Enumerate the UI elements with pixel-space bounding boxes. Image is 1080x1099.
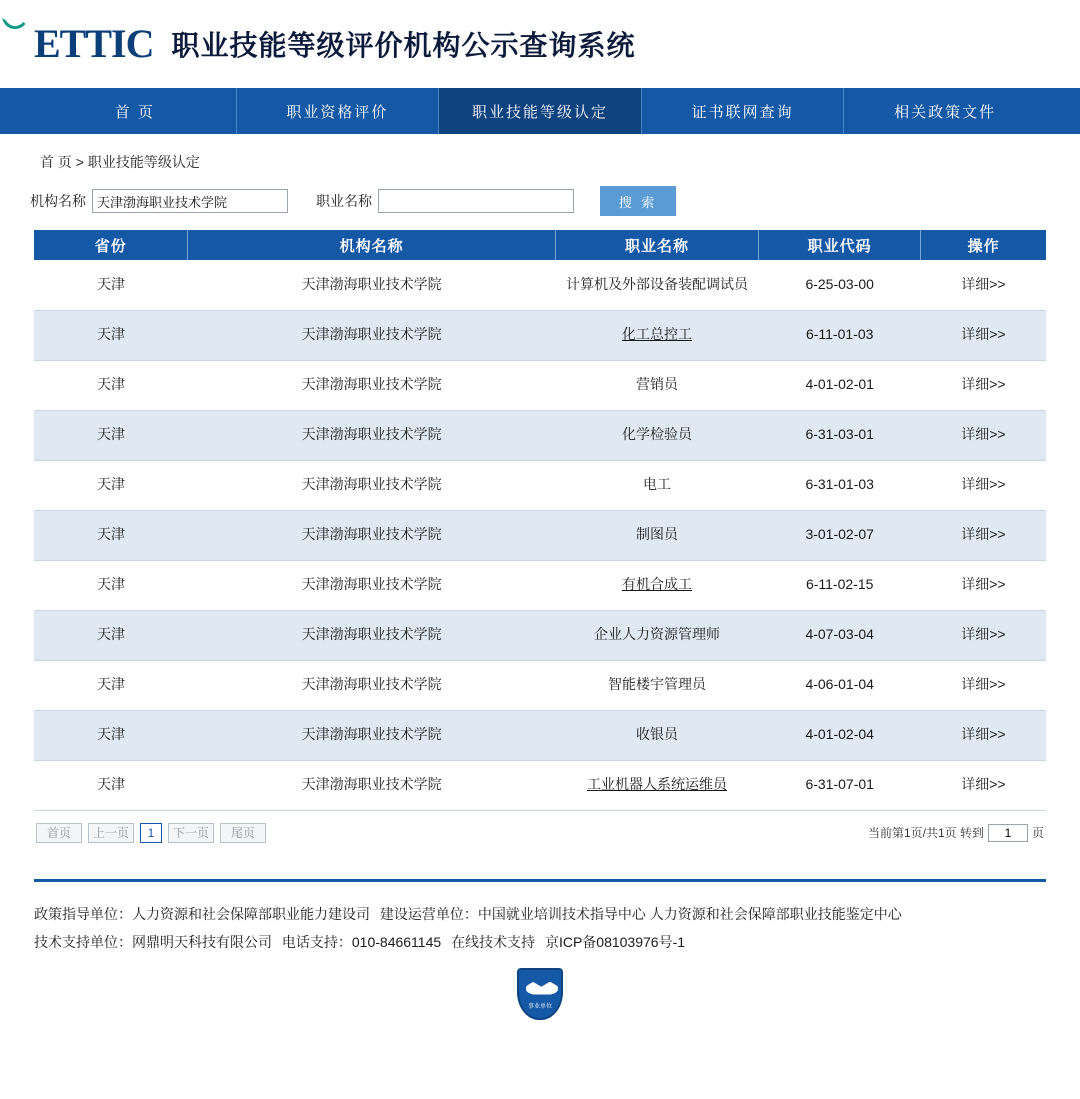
cell-province: 天津 <box>34 460 188 510</box>
pagination-status <box>868 824 1044 842</box>
cell-code: 6-25-03-00 <box>759 260 921 310</box>
table-row <box>34 260 1046 310</box>
footer-badge[interactable] <box>34 968 1046 1020</box>
footer-line-2 <box>34 928 1046 956</box>
main-navigation <box>0 88 1080 134</box>
table-body <box>34 260 1046 810</box>
pagination-status-text: 当前第1页/共1页 转到 <box>867 826 984 840</box>
table-header <box>34 230 1046 260</box>
cell-job: 智能楼宇管理员 <box>555 660 758 710</box>
footer-phone-support: 电话支持：010-84661145 <box>281 933 442 950</box>
nav-item-policy-documents[interactable]: 相关政策文件 <box>843 88 1046 134</box>
cell-province: 天津 <box>34 560 188 610</box>
site-logo <box>34 21 154 66</box>
footer-tech-unit: 技术支持单位：网鼎明天科技有限公司 <box>34 933 272 950</box>
cell-job: 营销员 <box>555 360 758 410</box>
table-row <box>34 660 1046 710</box>
column-header-province: 省份 <box>34 230 188 260</box>
detail-link[interactable]: 详细>> <box>961 476 1006 493</box>
table-row <box>34 610 1046 660</box>
footer-line-1 <box>34 900 1046 928</box>
logo-text: ETTIC <box>34 21 154 66</box>
cell-org: 天津渤海职业技术学院 <box>188 460 555 510</box>
pagination-last-button[interactable]: 尾页 <box>220 823 266 843</box>
job-name-label: 职业名称 <box>316 193 372 209</box>
column-header-action: 操作 <box>921 230 1046 260</box>
cell-province: 天津 <box>34 510 188 560</box>
cell-code: 4-06-01-04 <box>759 660 921 710</box>
footer-operations-unit: 建设运营单位：中国就业培训技术指导中心 人力资源和社会保障部职业技能鉴定中心 <box>379 905 902 922</box>
pagination-goto-suffix: 页 <box>1031 826 1044 840</box>
shield-wave-icon <box>526 981 558 995</box>
cell-org: 天津渤海职业技术学院 <box>188 360 555 410</box>
cell-province: 天津 <box>34 610 188 660</box>
pagination-page-1[interactable]: 1 <box>140 823 162 843</box>
cell-code: 6-11-02-15 <box>759 560 921 610</box>
pagination-next-button[interactable]: 下一页 <box>168 823 214 843</box>
cell-org: 天津渤海职业技术学院 <box>188 510 555 560</box>
table-row <box>34 510 1046 560</box>
footer-policy-unit: 政策指导单位：人力资源和社会保障部职业能力建设司 <box>34 905 370 922</box>
pagination-prev-button[interactable]: 上一页 <box>88 823 134 843</box>
cell-job: 工业机器人系统运维员 <box>555 760 758 810</box>
nav-item-vocational-qualification[interactable]: 职业资格评价 <box>236 88 439 134</box>
results-table-container <box>0 230 1080 811</box>
cell-code: 4-01-02-04 <box>759 710 921 760</box>
nav-item-skill-level-certification[interactable]: 职业技能等级认定 <box>438 88 641 134</box>
table-row <box>34 360 1046 410</box>
detail-link[interactable]: 详细>> <box>961 376 1006 393</box>
table-row <box>34 760 1046 810</box>
org-name-input[interactable] <box>92 189 288 213</box>
pagination <box>0 811 1080 843</box>
cell-org: 天津渤海职业技术学院 <box>188 760 555 810</box>
cell-org: 天津渤海职业技术学院 <box>188 610 555 660</box>
detail-link[interactable]: 详细>> <box>961 576 1006 593</box>
cell-code: 4-07-03-04 <box>759 610 921 660</box>
badge-label: 事业单位 <box>527 1003 552 1010</box>
column-header-org: 机构名称 <box>188 230 555 260</box>
cell-province: 天津 <box>34 410 188 460</box>
table-row <box>34 460 1046 510</box>
cell-job: 化工总控工 <box>555 310 758 360</box>
detail-link[interactable]: 详细>> <box>961 326 1006 343</box>
detail-link[interactable]: 详细>> <box>961 526 1006 543</box>
pagination-first-button[interactable]: 首页 <box>36 823 82 843</box>
cell-job: 收银员 <box>555 710 758 760</box>
detail-link[interactable]: 详细>> <box>961 726 1006 743</box>
table-row <box>34 710 1046 760</box>
cell-job: 制图员 <box>555 510 758 560</box>
org-name-label: 机构名称 <box>30 193 86 209</box>
footer-online-support-link[interactable]: 在线技术支持 <box>451 933 536 950</box>
table-row <box>34 560 1046 610</box>
detail-link[interactable]: 详细>> <box>961 276 1006 292</box>
shield-badge-icon <box>517 968 563 1020</box>
cell-code: 6-11-01-03 <box>759 310 921 360</box>
cell-job: 计算机及外部设备装配调试员 <box>555 260 758 310</box>
cell-org: 天津渤海职业技术学院 <box>188 660 555 710</box>
site-header <box>0 0 1080 88</box>
logo-swoosh-icon <box>2 14 30 30</box>
cell-province: 天津 <box>34 260 188 310</box>
cell-job: 化学检验员 <box>555 410 758 460</box>
cell-province: 天津 <box>34 310 188 360</box>
cell-org: 天津渤海职业技术学院 <box>188 410 555 460</box>
search-form <box>0 182 1080 230</box>
search-button[interactable]: 搜 索 <box>600 186 676 216</box>
cell-job: 电工 <box>555 460 758 510</box>
site-footer <box>0 882 1080 1020</box>
detail-link[interactable]: 详细>> <box>961 626 1006 643</box>
cell-code: 3-01-02-07 <box>759 510 921 560</box>
cell-code: 6-31-03-01 <box>759 410 921 460</box>
detail-link[interactable]: 详细>> <box>961 426 1006 443</box>
column-header-job: 职业名称 <box>555 230 758 260</box>
column-header-code: 职业代码 <box>759 230 921 260</box>
cell-province: 天津 <box>34 710 188 760</box>
table-row <box>34 310 1046 360</box>
pagination-goto-input[interactable] <box>988 824 1028 842</box>
cell-code: 6-31-01-03 <box>759 460 921 510</box>
cell-org: 天津渤海职业技术学院 <box>188 710 555 760</box>
breadcrumb: 首 页 > 职业技能等级认定 <box>40 154 200 170</box>
cell-province: 天津 <box>34 660 188 710</box>
page-title: 职业技能等级评价机构公示查询系统 <box>171 30 636 61</box>
cell-province: 天津 <box>34 760 188 810</box>
cell-province: 天津 <box>34 360 188 410</box>
cell-org: 天津渤海职业技术学院 <box>188 560 555 610</box>
job-name-input[interactable] <box>378 189 574 213</box>
nav-item-certificate-query[interactable]: 证书联网查询 <box>641 88 844 134</box>
cell-org: 天津渤海职业技术学院 <box>188 260 555 310</box>
detail-link[interactable]: 详细>> <box>961 776 1006 793</box>
nav-item-home[interactable]: 首 页 <box>114 103 155 121</box>
footer-icp-link[interactable]: 京ICP备08103976号-1 <box>544 933 686 950</box>
table-row <box>34 410 1046 460</box>
cell-org: 天津渤海职业技术学院 <box>188 310 555 360</box>
results-table <box>34 230 1046 811</box>
cell-job: 企业人力资源管理师 <box>555 610 758 660</box>
cell-job: 有机合成工 <box>555 560 758 610</box>
detail-link[interactable]: 详细>> <box>961 676 1006 693</box>
cell-code: 6-31-07-01 <box>759 760 921 810</box>
cell-code: 4-01-02-01 <box>759 360 921 410</box>
